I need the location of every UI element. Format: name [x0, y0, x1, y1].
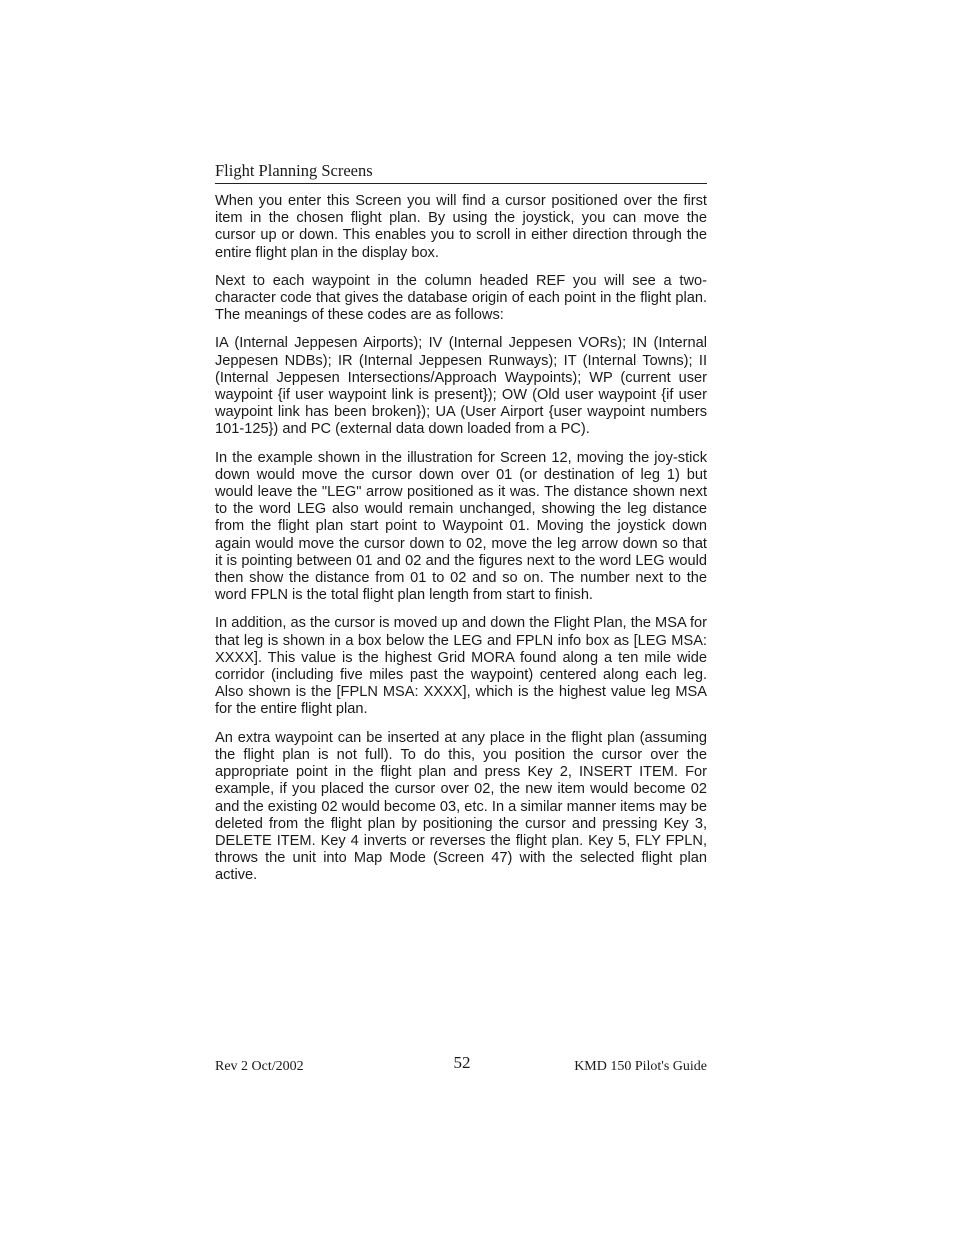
footer-revision: Rev 2 Oct/2002: [215, 1059, 304, 1074]
footer-guide-title: KMD 150 Pilot's Guide: [574, 1059, 707, 1074]
page-content: [215, 160, 707, 896]
paragraph-ref-column: Next to each waypoint in the column headed REF you will see a two-character code that gives the database origin of each point in the flight plan. The meanings of these codes are as follows:: [215, 272, 707, 324]
paragraph-ref-codes: IA (Internal Jeppesen Airports); IV (Internal Jeppesen VORs); IN (Internal Jeppesen NDBs); IR (Internal Jeppesen Runways); IT (Internal Towns); II (Internal Jeppesen Intersections/Approach Waypoints); WP (current user waypoint {if user waypoint link is present}); OW (Old user waypoint {if user waypoint link has been broken}); UA (User Airport {user waypoint numbers 101-125}) and PC (external data down loaded from a PC).: [215, 335, 707, 438]
paragraph-joystick-example: In the example shown in the illustration for Screen 12, moving the joy-stick down would move the cursor down over 01 (or destination of leg 1) but would leave the "LEG" arrow positioned as it was. The distance shown next to the word LEG also would remain unchanged, showing the leg distance from the flight plan start point to Waypoint 01. Moving the joystick down again would move the cursor down to 02, move the leg arrow down so that it is pointing between 01 and 02 and the figures next to the word LEG would then show the distance from 01 to 02 and so on. The number next to the word FPLN is the total flight plan length from start to finish.: [215, 449, 707, 604]
body-text: [215, 193, 707, 885]
section-heading: Flight Planning Screens: [215, 160, 707, 184]
page-number: 52: [453, 1053, 471, 1072]
paragraph-cursor-intro: When you enter this Screen you will find a cursor positioned over the first item in the chosen flight plan. By using the joystick, you can move the cursor up or down. This enables you to scroll in either direction through the entire flight plan in the display box.: [215, 193, 707, 261]
paragraph-msa: In addition, as the cursor is moved up and down the Flight Plan, the MSA for that leg is shown in a box below the LEG and FPLN info box as [LEG MSA: XXXX]. This value is the highest Grid MORA found along a ten mile wide corridor (including five miles past the waypoint) centered along each leg. Also shown is the [FPLN MSA: XXXX], which is the highest value leg MSA for the entire flight plan.: [215, 615, 707, 718]
paragraph-insert-delete: An extra waypoint can be inserted at any place in the flight plan (assuming the flight plan is not full). To do this, you position the cursor over the appropriate point in the flight plan and press Key 2, INSERT ITEM. For example, if you placed the cursor over 02, the new item would become 02 and the existing 02 would become 03, etc. In a similar manner items may be deleted from the flight plan by positioning the cursor and pressing Key 3, DELETE ITEM. Key 4 inverts or reverses the flight plan. Key 5, FLY FPLN, throws the unit into Map Mode (Screen 47) with the selected flight plan active.: [215, 729, 707, 884]
